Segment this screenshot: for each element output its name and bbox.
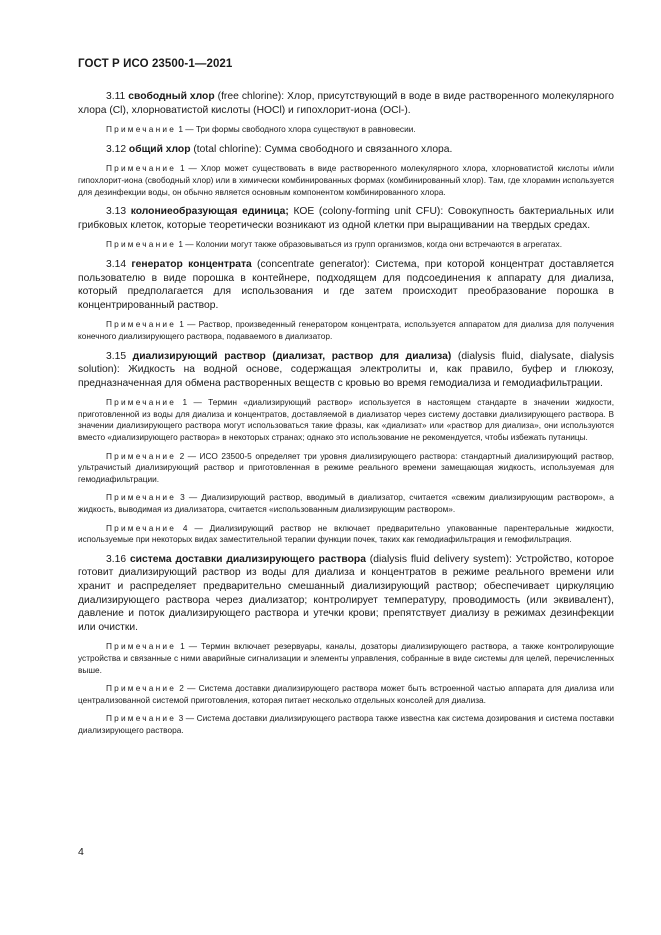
note-text: 1 — Раствор, произведенный генератором концентрата, используется аппаратом для диализа для получения конечного диализирующего раствора, подаваемого в диализатор.	[78, 319, 614, 341]
term-definition: (dialysis fluid, dialysate, dialysis solution): Жидкость на водной основе, содержащая электролиты и, как правило, буфер и глюкозу, предназначенная для обмена растворенных веществ с кровью во время гемодиализа и гемодиафильтрации.	[78, 350, 614, 389]
note-text: 1 — Хлор может существовать в виде растворенного молекулярного хлора, хлорноватистой кислоты и/или гипохлорит-иона (свободный хлор) или в химически комбинированных формах (комбинированный хлор). Там, где хлорамин используется для дезинфекции воды, он обычно является основным компонентом комбинированного хлора.	[78, 163, 614, 197]
term-number: 3.16	[106, 553, 127, 565]
term-number: 3.12	[106, 143, 127, 155]
note-text: 3 — Система доставки диализирующего раствора также известна как система дозирования и система поставки диализирующего раствора.	[78, 713, 614, 735]
note	[78, 713, 614, 736]
definition-3-11	[78, 90, 614, 117]
definition-3-16	[78, 553, 614, 635]
note-label: Примечание	[106, 450, 177, 461]
note-text: 1 — Колонии могут также образовываться из групп организмов, когда они встречаются в агрегатах.	[176, 239, 563, 250]
term-name: генератор концентрата	[131, 258, 252, 270]
note-text: 1 — Термин «диализирующий раствор» используется в настоящем стандарте в значении жидкости, приготовленной из воды для диализа и концентратов, доставляемой в диализатор через систему доставки диализирующего раствора. В значении диализирующего раствора могут использоваться такие фразы, как «диализат» или «раствор для диализа», они используются вместо «диализирующего раствора» в некоторых странах; однако это использование не рекомендуется, чтобы избежать путаницы.	[78, 397, 614, 443]
document-header: ГОСТ Р ИСО 23500-1—2021	[78, 58, 233, 70]
document-body	[78, 90, 614, 744]
note-text: 4 — Диализирующий раствор не включает предварительно упакованные парентеральные жидкости, используемые при некоторых видах заместительной терапии функции почек, таких как гемодиафильтрация и гемофильтрация.	[78, 522, 614, 545]
note	[78, 397, 614, 443]
term-name: диализирующий раствор (диализат, раствор для диализа)	[132, 350, 452, 362]
definition-3-13	[78, 205, 614, 232]
term-name: общий хлор	[128, 143, 191, 155]
note-text: 1 — Три формы свободного хлора существуют в равновесии.	[176, 124, 416, 135]
term-number: 3.14	[106, 258, 127, 270]
note-label: Примечание	[106, 492, 177, 503]
definition-3-12	[78, 143, 614, 157]
note-label: Примечание	[106, 397, 177, 408]
note	[78, 239, 614, 251]
note	[78, 641, 614, 676]
definition-3-14	[78, 258, 614, 312]
note-label: Примечание	[106, 683, 177, 694]
note-label: Примечание	[106, 319, 177, 330]
note	[78, 451, 614, 486]
page-number: 4	[78, 846, 84, 858]
note-label: Примечание	[106, 641, 177, 652]
note	[78, 492, 614, 515]
note	[78, 124, 614, 136]
term-number: 3.13	[106, 206, 127, 218]
note-label: Примечание	[106, 713, 177, 724]
note-label: Примечание	[106, 522, 177, 533]
note-text: 3 — Диализирующий раствор, вводимый в диализатор, считается «свежим диализирующим раствором», а жидкость, выводимая из диализатора, считается «использованным диализирующим раствором».	[78, 492, 614, 515]
term-definition: КОЕ (colony-forming unit CFU): Совокупность бактериальных или грибковых клеток, которые теоретически возникают из одной клетки при выращивании на твердых средах.	[78, 206, 614, 231]
note	[78, 319, 614, 342]
note	[78, 523, 614, 546]
term-name: колониеобразующая единица;	[130, 206, 289, 218]
term-definition: (total chlorine): Сумма свободного и связанного хлора.	[190, 143, 453, 155]
note	[78, 683, 614, 706]
term-name: система доставки диализирующего раствора	[129, 553, 366, 565]
term-number: 3.11	[106, 91, 126, 102]
note-label: Примечание	[106, 163, 177, 174]
note-label: Примечание	[106, 239, 177, 250]
term-name: свободный хлор	[128, 91, 215, 102]
term-number: 3.15	[106, 350, 127, 362]
note-text: 2 — ИСО 23500-5 определяет три уровня диализирующего раствора: стандартный диализирующий раствор, ультрачистый диализирующий раствор и приготовленная в режиме реального времени замещающая жидкость, используемая для гемодиафильтрации.	[78, 450, 614, 484]
note-text: 2 — Система доставки диализирующего раствора может быть встроенной частью аппарата для диализа или централизованной системой приготовления, которая питает несколько отдельных консолей для диализа.	[78, 683, 614, 705]
note-label: Примечание	[106, 124, 177, 135]
term-definition: (dialysis fluid delivery system): Устройство, которое готовит диализирующий раствор из воды для диализа и концентратов в режиме реального времени или хранит и распределяет предварительно смешанный диализирующий раствор; обеспечивает циркуляцию диализирующего раствора через диализатор; контролирует температуру, проводимость (или эквивалент), давление и поток диализирующего раствора и утечки крови; препятствует диализу в режимах дезинфекции или очистки.	[78, 553, 614, 633]
note-text: 1 — Термин включает резервуары, каналы, дозаторы диализирующего раствора, а также контролирующие устройства и связанные с ними аварийные сигнализации и элементы управления, собранные в виде системы для целей, перечисленных выше.	[78, 641, 614, 675]
definition-3-15	[78, 350, 614, 391]
term-definition: (concentrate generator): Система, при которой концентрат доставляется пользователю в виде порошка в контейнере, подходящем для подсоединения к аппарату для диализа, который предполагается для использования и где затем происходит преобразование порошка в концентрированный раствор.	[78, 258, 614, 311]
note	[78, 163, 614, 198]
term-definition: (free chlorine): Хлор, присутствующий в воде в виде растворенного молекулярного хлора (Cl), хлорноватистой кислоты (HOCl) и гипохлорит-иона (OCl-).	[78, 91, 614, 116]
